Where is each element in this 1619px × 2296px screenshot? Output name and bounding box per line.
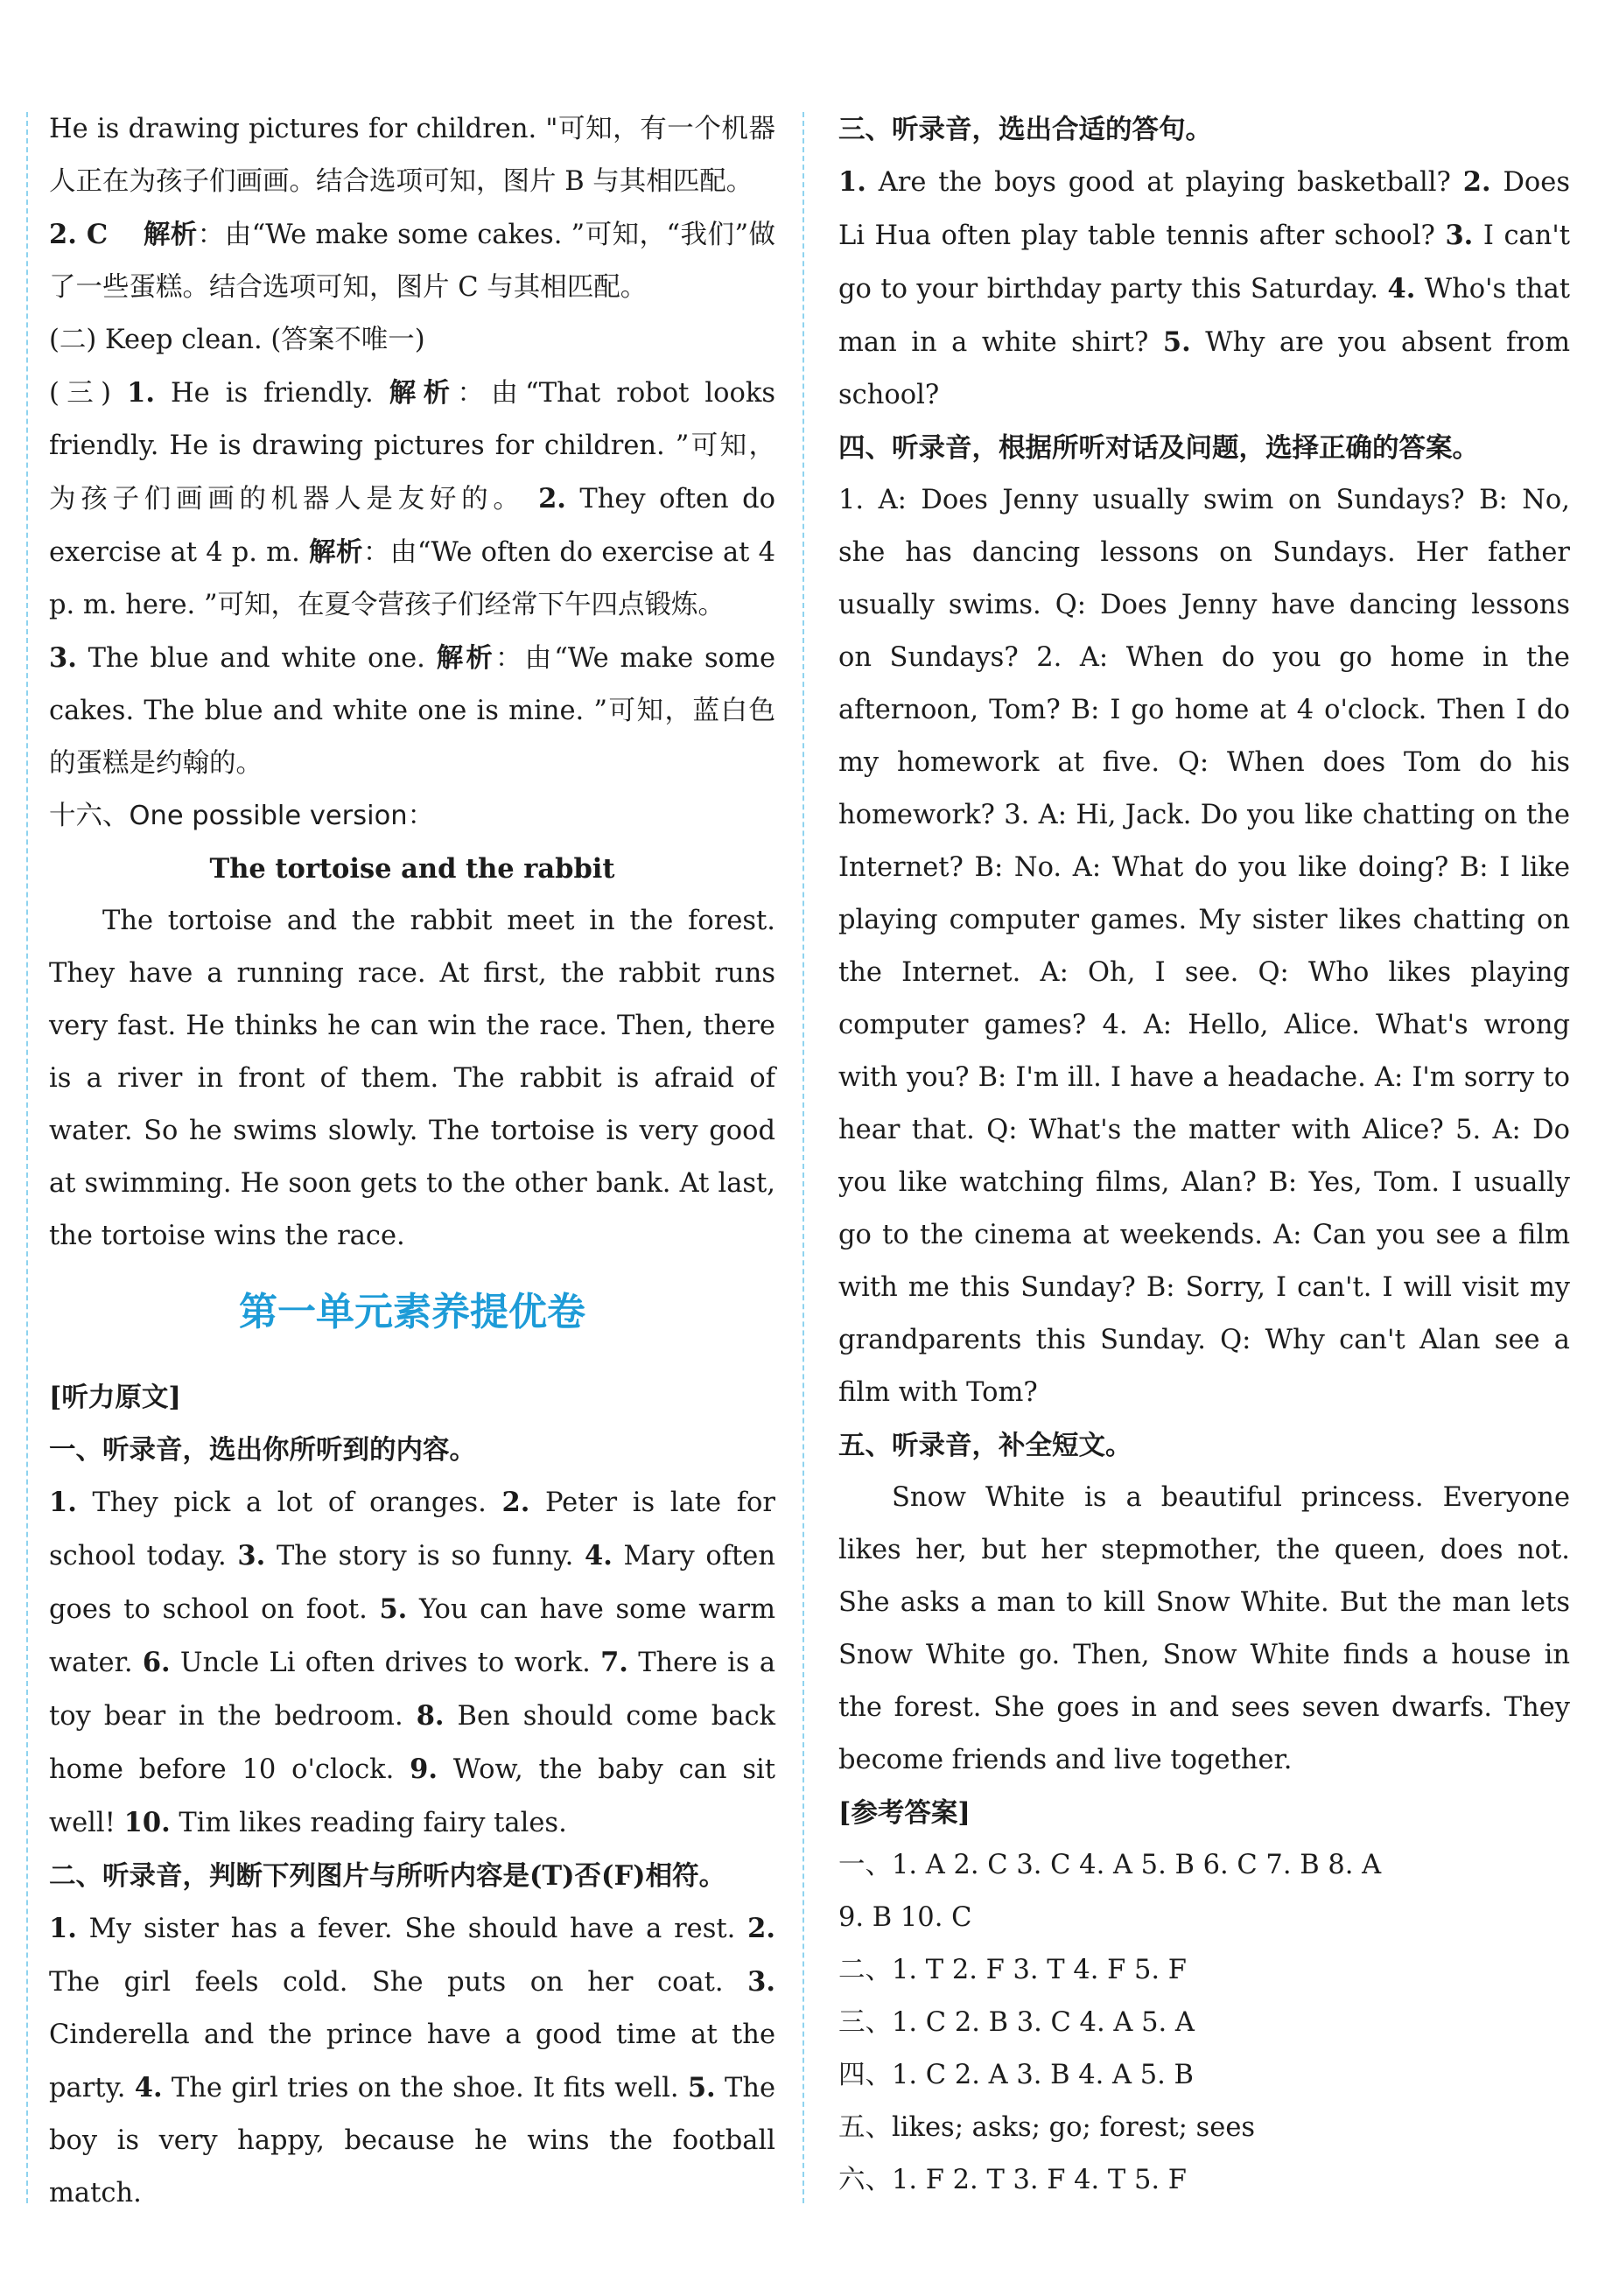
section-five-passage: Snow White is a beautiful princess. Everyone likes her, but her stepmother, the queen, does not. She asks a man to kill Snow White. But the man lets Snow White go. Then, Snow White finds a house in the forest. She goes in and sees seven dwarfs. They become friends and live together. xyxy=(838,1482,1570,1775)
story-text: The tortoise and the rabbit meet in the forest. They have a running race. At first, the rabbit runs very fast. He thinks he can win the race. Then, there is a river in front of them. The rabbit is afraid of water. So he swims slowly. The tortoise is very good at swimming. He soon gets to the other bank. At last, the tortoise wins the race. xyxy=(49,906,775,1251)
section-one-heading: 一、听录音，选出你所听到的内容。 xyxy=(49,1434,476,1466)
unit-title: 第一单元素养提优卷 xyxy=(239,1290,585,1334)
section-three-heading: 三、听录音，选出合适的答句。 xyxy=(838,114,1212,145)
answer-part-three-3: 3. The blue and white one. 解析：由“We make some cakes. The blue and white one is mine. ”可知，蓝白色的蛋糕是约翰的。 xyxy=(49,642,775,779)
section-two-items: 1. My sister has a fever. She should have a rest. 2. The girl feels cold. She puts on her coat. 3. Cinderella and the prince have a good time at the party. 4. The girl tries on the shoe. It fits well. 5. The boy is very happy, because he wins the football match. xyxy=(49,1913,776,2208)
right-column xyxy=(838,103,1570,2203)
answer-part-three: (三) 1. He is friendly. 解析：由“That robot looks friendly. He is drawing pictures for children. ”可知，为孩子们画画的机器人是友好的。 2. They often do exercise at 4 p. m. 解析：由“We often do exercise at 4 p. m. here. ”可知，在夏令营孩子们经常下午四点锻炼。 xyxy=(49,377,776,620)
answer-key-three: 三、1. C 2. B 3. C 4. A 5. A xyxy=(838,2007,1195,2038)
section-five-heading: 五、听录音，补全短文。 xyxy=(838,1430,1132,1461)
column-divider xyxy=(802,112,804,2203)
answer-part-two: (二) Keep clean. (答案不唯一) xyxy=(49,325,425,355)
left-column xyxy=(49,103,776,2208)
answer-key-five: 五、likes; asks; go; forest; sees xyxy=(838,2112,1256,2143)
answer-key-label: [参考答案] xyxy=(838,1797,971,1829)
section-sixteen-heading: 十六、One possible version： xyxy=(49,801,435,831)
story-title: The tortoise and the rabbit xyxy=(209,853,615,885)
section-one-items: 1. They pick a lot of oranges. 2. Peter is late for school today. 3. The story is so funny. 4. Mary often goes to school on foot. 5. You can have some warm water. 6. Uncle Li often drives to work. 7. There is a toy bear in the bedroom. 8. Ben should come back home before 10 o'clock. 9. Wow, the baby can sit well! 10. Tim likes reading fairy tales. xyxy=(49,1487,776,1838)
answer-key-one: 一、1. A 2. C 3. C 4. A 5. B 6. C 7. B 8. A xyxy=(838,1850,1382,1880)
answer-explanation-2: 2. C 解析：由“We make some cakes. ”可知，“我们”做了一些蛋糕。结合选项可知，图片 C 与其相匹配。 xyxy=(49,219,776,303)
section-two-heading: 二、听录音，判断下列图片与所听内容是(T)否(F)相符。 xyxy=(49,1860,726,1892)
listening-text-label: [听力原文] xyxy=(49,1382,181,1413)
answer-key-two: 二、1. T 2. F 3. T 4. F 5. F xyxy=(838,1955,1187,1985)
answer-key-four: 四、1. C 2. A 3. B 4. A 5. B xyxy=(838,2060,1194,2090)
answer-explanation-continued: He is drawing pictures for children. "可知，有一个机器人正在为孩子们画画。结合选项可知，图片 B 与其相匹配。 xyxy=(49,114,775,197)
left-margin-rule xyxy=(26,112,28,2203)
answer-key-six: 六、1. F 2. T 3. F 4. T 5. F xyxy=(838,2165,1187,2195)
section-three-items: 1. Are the boys good at playing basketball? 2. Does Li Hua often play table tennis after school? 3. I can't go to your birthday party this Saturday. 4. Who's that man in a white shirt? 5. Why are you absent from school? xyxy=(838,166,1571,410)
section-four-dialogues: 1. A: Does Jenny usually swim on Sundays? B: No, she has dancing lessons on Sundays. Her father usually swims. Q: Does Jenny have dancing lessons on Sundays? 2. A: When do you go home in the afternoon, Tom? B: I go home at 4 o'clock. Then I do my homework at five. Q: When does Tom do his homework? 3. A: Hi, Jack. Do you like chatting on the Internet? B: No. A: What do you like doing? B: I like playing computer games. My sister likes chatting on the Internet. A: Oh, I see. Q: Who likes playing computer games? 4. A: Hello, Alice. What's wrong with you? B: I'm ill. I have a headache. A: I'm sorry to hear that. Q: What's the matter with Alice? 5. A: Do you like watching films, Alan? B: Yes, Tom. I usually go to the cinema at weekends. A: Can you see a film with me this Sunday? B: Sorry, I can't. I will visit my grandparents this Sunday. Q: Why can't Alan see a film with Tom? xyxy=(838,485,1570,1408)
answer-key-one-cont: 9. B 10. C xyxy=(838,1902,972,1933)
section-four-heading: 四、听录音，根据所听对话及问题，选择正确的答案。 xyxy=(838,432,1479,464)
